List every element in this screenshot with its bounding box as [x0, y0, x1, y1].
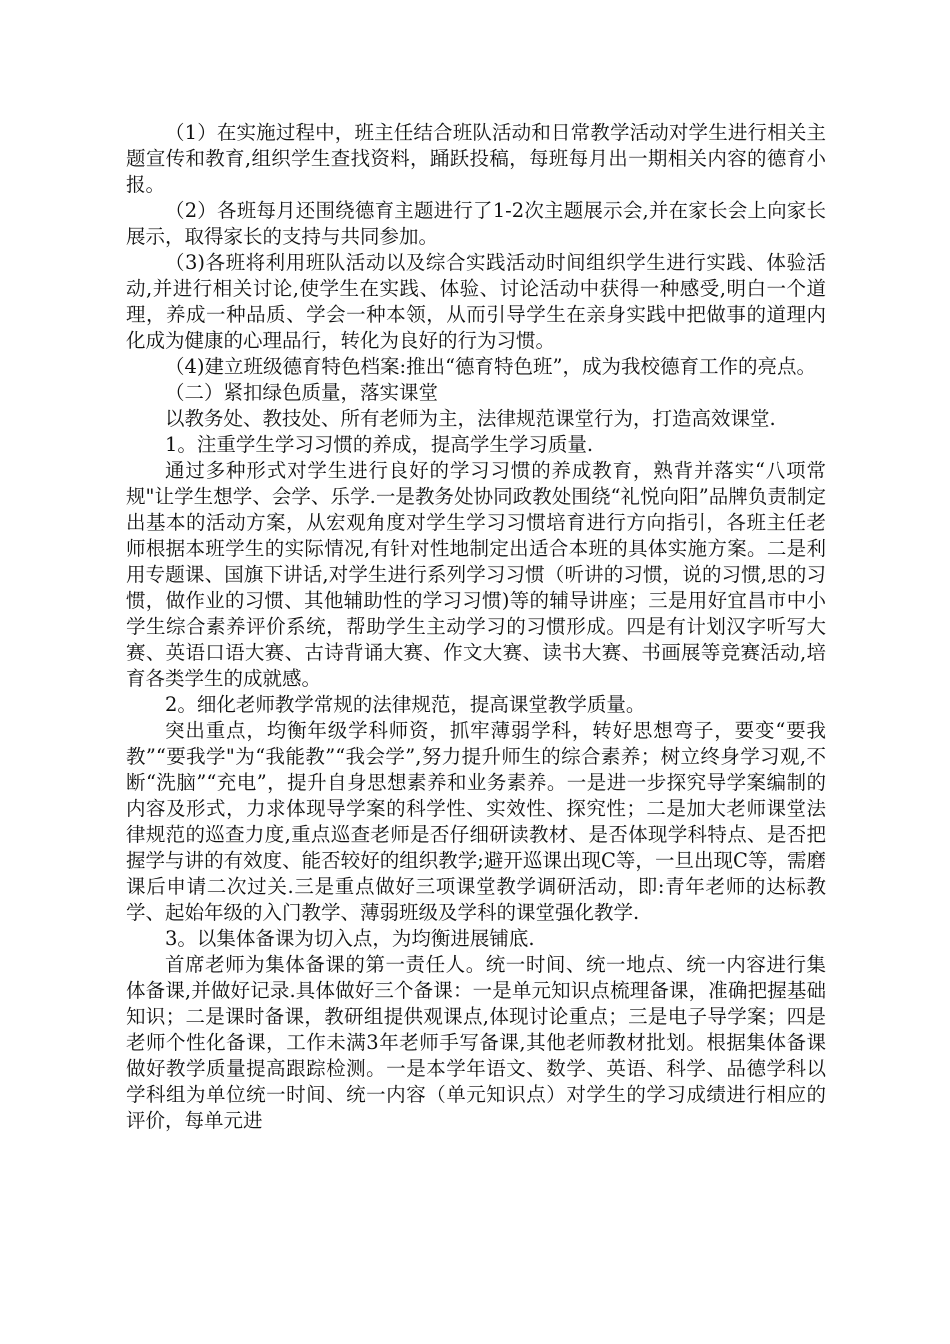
subheading-1: 1。注重学生学习习惯的养成，提高学生学习质量. — [165, 433, 594, 456]
paragraph-6: 以教务处、教技处、所有老师为主，法律规范课堂行为，打造高效课堂. — [165, 407, 776, 430]
paragraph-4: （4)建立班级德育特色档案:推出“德育特色班”，成为我校德育工作的亮点。 — [165, 355, 817, 378]
subheading-3: 3。以集体备课为切入点，为均衡进展铺底. — [165, 927, 535, 950]
paragraph-2: （2）各班每月还围绕德育主题进行了1-2次主题展示会,并在家长会上向家长展示，取得家长的支持与共同参加。 — [126, 199, 826, 248]
paragraph-1: （1）在实施过程中，班主任结合班队活动和日常教学活动对学生进行相关主题宣传和教育,组织学生查找资料，踊跃投稿，每班每月出一期相关内容的德育小报。 — [126, 121, 826, 196]
document-page — [126, 120, 826, 1134]
subheading-2: 2。细化老师教学常规的法律规范，提高课堂教学质量。 — [165, 693, 646, 716]
section-heading: （二）紧扣绿色质量，落实课堂 — [165, 381, 439, 404]
paragraph-8: 通过多种形式对学生进行良好的学习习惯的养成教育，熟背并落实“八项常规"让学生想学、会学、乐学.一是教务处协同政教处围绕“礼悦向阳”品牌负责制定出基本的活动方案，从宏观角度对学生学习习惯培育进行方向指引，各班主任老师根据本班学生的实际情况,有针对性地制定出适合本班的具体实施方案。二是利用专题课、国旗下讲话,对学生进行系列学习习惯（听讲的习惯，说的习惯,思的习惯，做作业的习惯、其他辅助性的学习习惯)等的辅导讲座；三是用好宜昌市中小学生综合素养评价系统，帮助学生主动学习的习惯形成。四是有计划汉字听写大赛、英语口语大赛、古诗背诵大赛、作文大赛、读书大赛、书画展等竞赛活动,培育各类学生的成就感。 — [126, 459, 826, 690]
paragraph-10: 突出重点，均衡年级学科师资，抓牢薄弱学科，转好思想弯子，要变“要我教”“要我学"为“我能教”“我会学”,努力提升师生的综合素养；树立终身学习观,不断“洗脑”“充电”，提升自身思想素养和业务素养。一是进一步探究导学案编制的内容及形式，力求体现导学案的科学性、实效性、探究性；二是加大老师课堂法律规范的巡查力度,重点巡查老师是否仔细研读教材、是否体现学科特点、是否把握学与讲的有效度、能否较好的组织教学;避开巡课出现C等，一旦出现C等，需磨课后申请二次过关.三是重点做好三项课堂教学调研活动，即:青年老师的达标教学、起始年级的入门教学、薄弱班级及学科的课堂强化教学. — [126, 719, 826, 924]
paragraph-12: 首席老师为集体备课的第一责任人。统一时间、统一地点、统一内容进行集体备课,并做好记录.具体做好三个备课：一是单元知识点梳理备课，准确把握基础知识；二是课时备课，教研组提供观课点,体现讨论重点；三是电子导学案；四是老师个性化备课，工作未满3年老师手写备课,其他老师教材批划。根据集体备课做好教学质量提高跟踪检测。一是本学年语文、数学、英语、科学、品德学科以学科组为单位统一时间、统一内容（单元知识点）对学生的学习成绩进行相应的评价，每单元进 — [126, 953, 826, 1132]
paragraph-3: （3)各班将利用班队活动以及综合实践活动时间组织学生进行实践、体验活动,并进行相关讨论,使学生在实践、体验、讨论活动中获得一种感受,明白一个道理，养成一种品质、学会一种本领，从而引导学生在亲身实践中把做事的道理内化成为健康的心理品行，转化为良好的行为习惯。 — [126, 251, 826, 352]
